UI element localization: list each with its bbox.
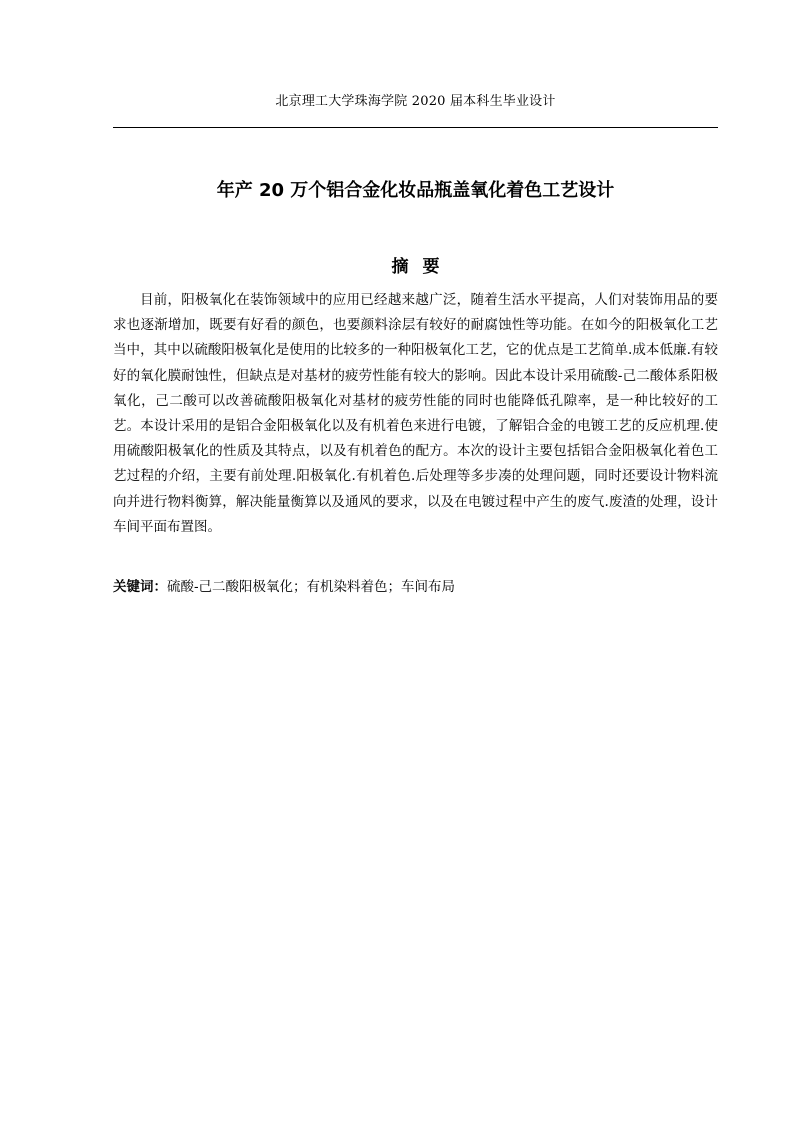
abstract-heading: 摘要 [391, 257, 454, 277]
abstract-paragraph: 目前，阳极氧化在装饰领域中的应用已经越来越广泛，随着生活水平提高，人们对装饰用品的要求也逐渐增加，既要有好看的颜色，也要颜料涂层有较好的耐腐蚀性等功能。在如今的阳极氧化工艺当中，其中以硫酸阳极氧化是使用的比较多的一种阳极氧化工艺，它的优点是工艺简单.成本低廉.有较好的氧化膜耐蚀性，但缺点是对基材的疲劳性能有较大的影响。因此本设计采用硫酸-己二酸体系阳极氧化，己二酸可以改善硫酸阳极氧化对基材的疲劳性能的同时也能降低孔隙率，是一种比较好的工艺。本设计采用的是铝合金阳极氧化以及有机着色来进行电镀，了解铝合金的电镀工艺的反应机理.使用硫酸阳极氧化的性质及其特点，以及有机着色的配方。本次的设计主要包括铝合金阳极氧化着色工艺过程的介绍，主要有前处理.阳极氧化.有机着色.后处理等多步凑的处理问题，同时还要设计物料流向并进行物料衡算，解决能量衡算以及通风的要求，以及在电镀过程中产生的废气.废渣的处理，设计车间平面布置图。 [113, 292, 718, 535]
thesis-title: 年产 20 万个铝合金化妆品瓶盖氧化着色工艺设计 [216, 180, 615, 201]
keywords-value: 硫酸-己二酸阳极氧化；有机染料着色；车间布局 [167, 579, 456, 595]
keywords-label: 关键词： [113, 579, 167, 595]
keywords-line [113, 575, 718, 599]
header-divider [113, 127, 718, 128]
running-header: 北京理工大学珠海学院 2020 届本科生毕业设计 [275, 94, 556, 109]
